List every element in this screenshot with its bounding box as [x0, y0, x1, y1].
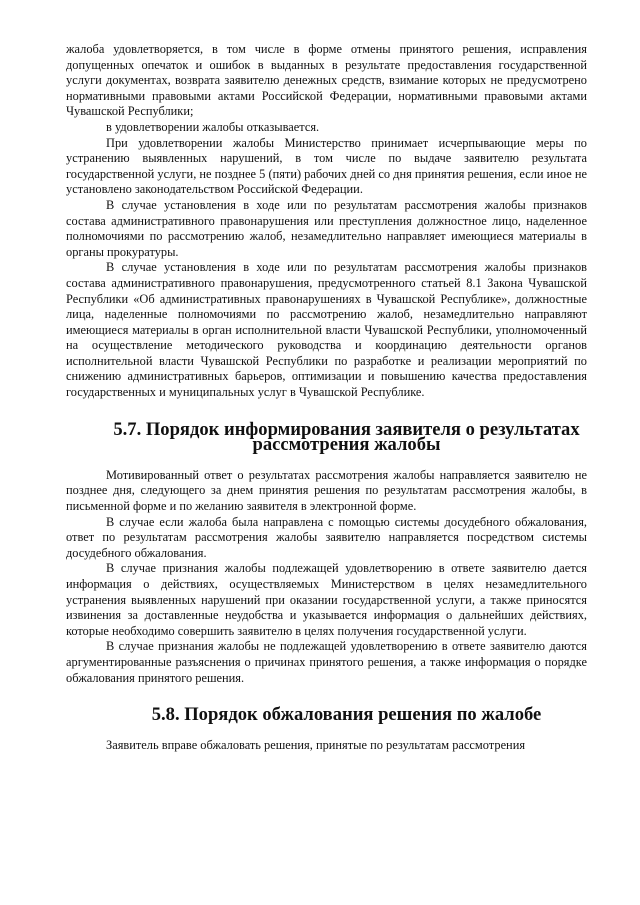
paragraph-appeal-decision: Заявитель вправе обжаловать решения, принятые по результатам рассмотрения	[106, 737, 526, 752]
paragraph-admin-violation: В случае установления в ходе или по результатам рассмотрения жалобы признаков состава административного правонарушения, предусмотренного статьей 8.1 Закона Чувашской Республики «Об административных правонарушениях в Чувашской Республике», должностные лица, наделенные полномочиями по рассмотрению жалоб, незамедлительно направляют имеющиеся материалы в орган исполнительной власти Чувашской Республики, уполномоченный на осуществление методического руководства и координацию деятельности органов исполнительной власти Чувашской Республики по разработке и реализации мероприятий по снижению административных барьеров, оптимизации и повышению качества предоставления государственных и муниципальных услуг в Чувашской Республике.	[66, 260, 587, 400]
spacer	[66, 723, 587, 738]
paragraph-motivated-answer: Мотивированный ответ о результатах рассмотрения жалобы направляется заявителю не позднее дня, следующего за днем принятия решения по результатам рассмотрения жалобы, в письменной форме и по желанию заявителя в электронной форме.	[66, 467, 587, 514]
paragraph-measures: При удовлетворении жалобы Министерство принимает исчерпывающие меры по устранению выявленных нарушений, в том числе по выдаче заявителю результата государственной услуги, не позднее 5 (пяти) рабочих дней со дня принятия решения, если иное не установлено законодательством Российской Федерации.	[66, 135, 587, 197]
paragraph-prosecutor: В случае установления в ходе или по результатам рассмотрения жалобы признаков состава административного правонарушения или преступления должностное лицо, наделенное полномочиями по рассмотрению жалоб, незамедлительно направляет имеющиеся материалы в органы прокуратуры.	[66, 197, 587, 259]
spacer	[66, 453, 587, 468]
paragraph-pretrial-system: В случае если жалоба была направлена с помощью системы досудебного обжалования, ответ по результатам рассмотрения жалобы заявителю направляется посредством системы досудебного обжалования.	[66, 514, 587, 560]
section-heading-5-8: 5.8. Порядок обжалования решения по жалобе	[151, 704, 542, 726]
document-page	[66, 42, 587, 753]
paragraph-complaint-upheld: В случае признания жалобы подлежащей удовлетворению в ответе заявителю дается информация о действиях, осуществляемых Министерством в целях незамедлительного устранения выявленных нарушений при оказании государственной услуги, а также приносятся извинения за доставленные неудобства и указывается информация о дальнейших действиях, которые необходимо совершить заявителю в целях получения государственной услуги.	[66, 561, 587, 638]
paragraph-complaint-not-upheld: В случае признания жалобы не подлежащей удовлетворению в ответе заявителю даются аргументированные разъяснения о причинах принятого решения, а также информация о порядке обжалования принятого решения.	[66, 639, 587, 685]
paragraph-complaint-rejected: в удовлетворении жалобы отказывается.	[106, 119, 320, 134]
paragraph-complaint-satisfied: жалоба удовлетворяется, в том числе в форме отмены принятого решения, исправления допущенных опечаток и ошибок в выданных в результате предоставления государственной услуги документах, возврата заявителю денежных средств, взимание которых не предусмотрено нормативными правовыми актами Российской Федерации, нормативными правовыми актами Чувашской Республики;	[66, 42, 587, 119]
section-heading-5-7: 5.7. Порядок информирования заявителя о результатах рассмотрения жалобы	[113, 418, 580, 456]
